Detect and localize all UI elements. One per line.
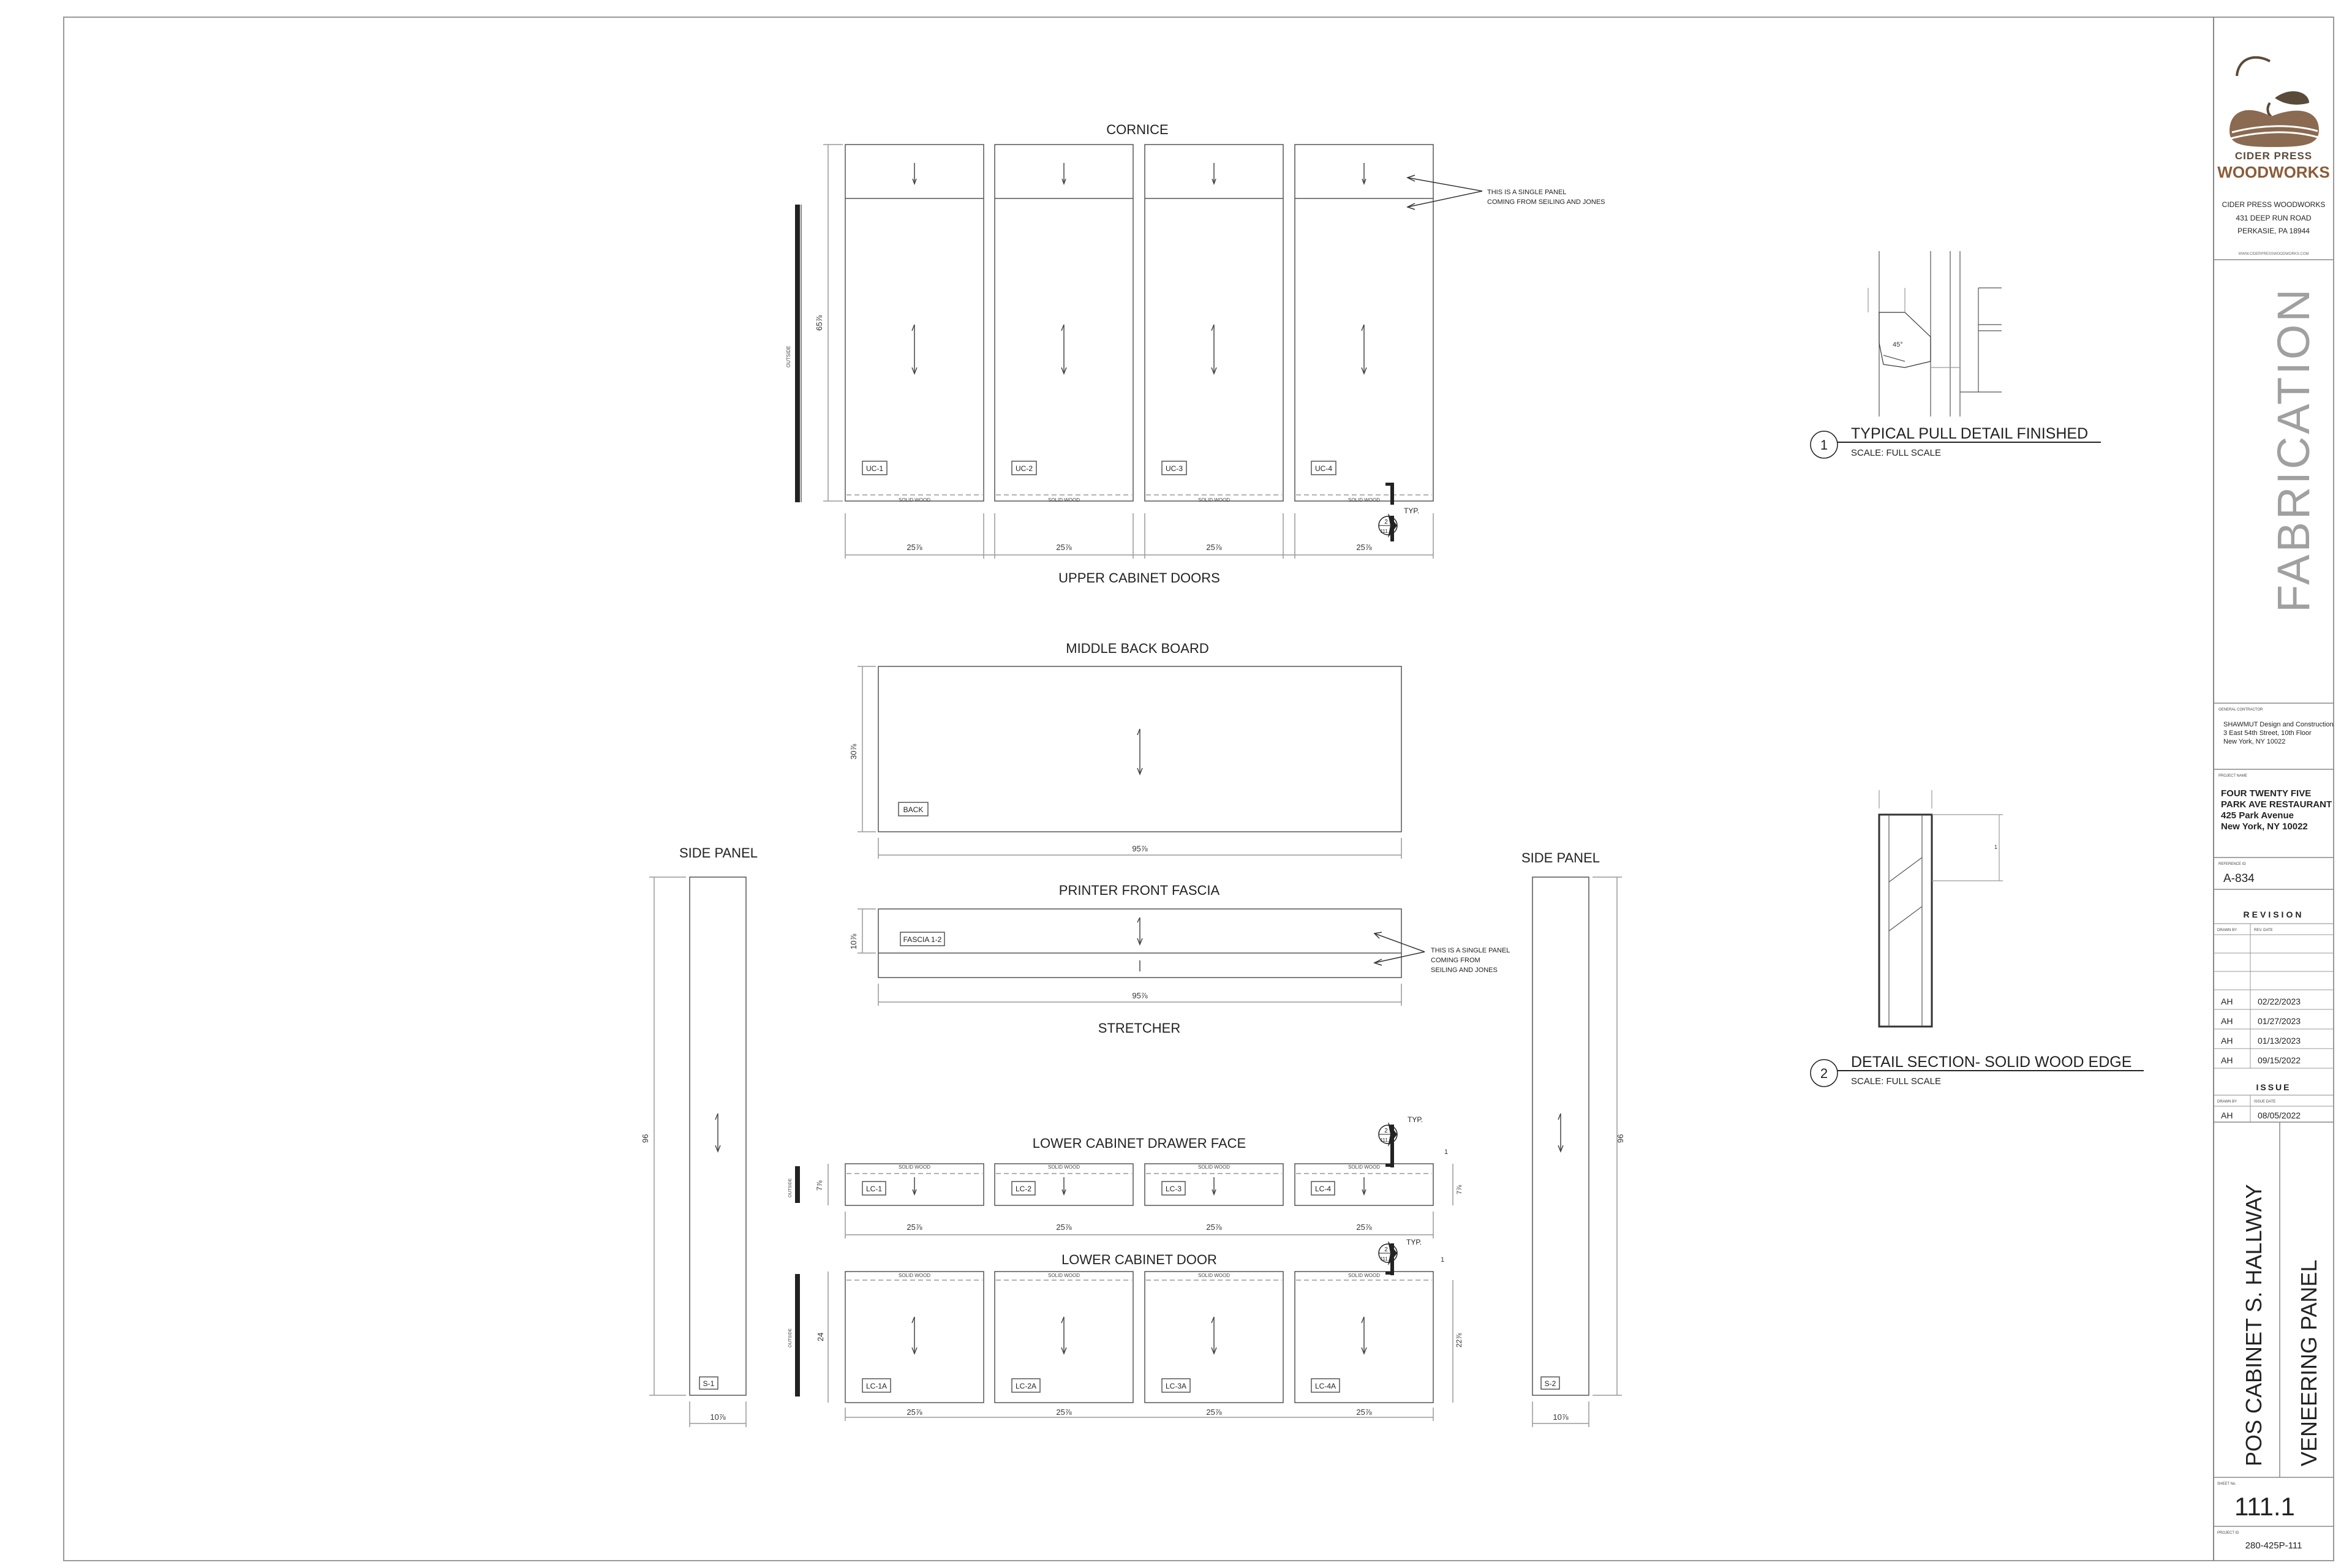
- solid-wood-label-d4: SOLID WOOD: [1348, 1164, 1381, 1170]
- company-address-2: PERKASIE, PA 18944: [2237, 227, 2310, 235]
- drawer-width-dim-1: 25⅞: [907, 1223, 922, 1232]
- drawer-width-dim-2: 25⅞: [1056, 1223, 1072, 1232]
- middle-back-board-title: MIDDLE BACK BOARD: [1066, 641, 1209, 656]
- section-ref-sheet-drawer: 111.1: [1380, 1137, 1392, 1143]
- solid-wood-label-u2: SOLID WOOD: [1047, 497, 1080, 503]
- section-marker-drawer: [1379, 1122, 1397, 1167]
- solid-wood-label-l1: SOLID WOOD: [898, 1273, 931, 1278]
- lower-drawer-face-title: LOWER CABINET DRAWER FACE: [1032, 1136, 1246, 1151]
- issue-heading: ISSUE: [2256, 1082, 2291, 1092]
- solid-wood-label-d2: SOLID WOOD: [1047, 1164, 1080, 1170]
- drawer-tag-2: LC-2: [1015, 1185, 1032, 1193]
- detail1-scale: SCALE: FULL SCALE: [1851, 448, 1942, 458]
- lower-one-dim: 1: [1441, 1256, 1445, 1264]
- fascia-height-dim: 10⅞: [849, 933, 858, 949]
- revision-by-4: AH: [2221, 1055, 2233, 1065]
- logo-line-2: WOODWORKS: [2217, 163, 2330, 181]
- solid-wood-label-d3: SOLID WOOD: [1197, 1164, 1231, 1170]
- sheet-number: 111.1: [2234, 1492, 2295, 1521]
- gc-addr-1: 3 East 54th Street, 10th Floor: [2223, 729, 2312, 737]
- company-address-1: 431 DEEP RUN ROAD: [2236, 214, 2312, 222]
- pull-angle-label: 45°: [1893, 341, 1903, 349]
- side-panel-left: [649, 877, 746, 1427]
- fascia-note-1: THIS IS A SINGLE PANEL: [1431, 947, 1510, 954]
- detail2-scale: SCALE: FULL SCALE: [1851, 1076, 1942, 1087]
- upper-tag-2: UC-2: [1015, 464, 1033, 473]
- lower-height-dim-right: 22⅞: [1455, 1333, 1463, 1348]
- side-left-height-dim: 96: [641, 1134, 650, 1143]
- upper-width-dim-1: 25⅞: [907, 543, 922, 552]
- reference-id: A-834: [2223, 872, 2255, 885]
- back-height-dim: 30⅞: [849, 744, 858, 760]
- revision-heading: REVISION: [2243, 910, 2304, 919]
- solid-wood-label-d1: SOLID WOOD: [898, 1164, 931, 1170]
- upper-doors-title: UPPER CABINET DOORS: [1058, 570, 1220, 586]
- lower-door-title: LOWER CABINET DOOR: [1061, 1252, 1217, 1267]
- solid-wood-label-l2: SOLID WOOD: [1047, 1273, 1080, 1278]
- section-ref-num-upper: 2: [1384, 519, 1388, 526]
- gc-addr-2: New York, NY 10022: [2223, 738, 2286, 745]
- project-line-1: FOUR TWENTY FIVE: [2221, 788, 2312, 799]
- issue-col-1: DRAWN BY: [2217, 1100, 2237, 1104]
- solid-wood-label-l4: SOLID WOOD: [1348, 1273, 1381, 1278]
- edge-one-dim: 1: [1994, 844, 1998, 850]
- upper-cabinet-doors: [823, 145, 1433, 559]
- logo-line-1: CIDER PRESS: [2234, 150, 2313, 162]
- lower-tag-4: LC-4A: [1314, 1382, 1336, 1390]
- project-line-2: PARK AVE RESTAURANT: [2221, 799, 2332, 810]
- drawer-tag-3: LC-3: [1165, 1185, 1182, 1193]
- lower-width-dim-1: 25⅞: [907, 1408, 922, 1417]
- revision-by-3: AH: [2221, 1036, 2233, 1046]
- project-no-label: PROJECT ID: [2217, 1531, 2239, 1535]
- side-right-width-dim: 10⅞: [1553, 1412, 1569, 1422]
- middle-back-board: [858, 666, 1401, 859]
- detail1-title: TYPICAL PULL DETAIL FINISHED: [1851, 425, 2089, 442]
- company-name: CIDER PRESS WOODWORKS: [2222, 200, 2326, 209]
- sheet-no-label: SHEET No.: [2217, 1482, 2236, 1486]
- drawer-height-dim-right: 7⅞: [1456, 1185, 1463, 1194]
- apple-logo-icon: [2230, 58, 2319, 147]
- back-tag: BACK: [903, 805, 924, 814]
- upper-height-dim: 65⅞: [815, 315, 824, 331]
- section-ref-sheet-lower: 111.1: [1380, 1256, 1392, 1262]
- lower-tag-1: LC-1A: [865, 1382, 888, 1390]
- stretcher-title: STRETCHER: [1098, 1020, 1181, 1036]
- outside-label-lower: OUTSIDE: [788, 1328, 793, 1348]
- drawer-tag-4: LC-4: [1314, 1185, 1332, 1193]
- revision-date-4: 09/15/2022: [2258, 1055, 2301, 1065]
- fascia-width-dim: 95⅞: [1132, 991, 1148, 1000]
- upper-tag-1: UC-1: [865, 464, 884, 473]
- detail2-number: 2: [1820, 1066, 1828, 1081]
- edge-detail-drawing: [1879, 790, 2003, 1027]
- drawer-tag-1: LC-1: [865, 1185, 883, 1193]
- issue-col-2: ISSUE DATE: [2254, 1100, 2276, 1104]
- side-panel-right-title: SIDE PANEL: [1521, 850, 1600, 865]
- drawer-one-dim: 1: [1444, 1148, 1449, 1156]
- issue-by: AH: [2221, 1110, 2233, 1120]
- lower-cabinet-doors: [828, 1272, 1453, 1421]
- single-panel-note-fascia: [1374, 932, 1425, 965]
- revision-table-lines: [2214, 924, 2334, 1068]
- fascia-tag: FASCIA 1-2: [903, 935, 942, 944]
- revision-col-1: DRAWN BY: [2217, 929, 2237, 932]
- printer-front-fascia-title: PRINTER FRONT FASCIA: [1058, 883, 1220, 898]
- project-label: PROJECT NAME: [2218, 774, 2247, 778]
- drawer-height-dim: 7⅞: [815, 1180, 824, 1191]
- outside-label-drawer: OUTSIDE: [788, 1178, 793, 1197]
- detail1-number: 1: [1820, 437, 1828, 453]
- issue-date: 08/05/2022: [2258, 1110, 2301, 1120]
- single-panel-note-upper: [1408, 175, 1482, 209]
- sheet-border: [64, 17, 2334, 1561]
- back-width-dim: 95⅞: [1132, 844, 1148, 853]
- printer-front-fascia: [858, 909, 1401, 1006]
- drawer-width-dim-4: 25⅞: [1356, 1223, 1372, 1232]
- revision-by-1: AH: [2221, 997, 2233, 1006]
- lower-height-dim: 24: [816, 1332, 825, 1341]
- stage-label: FABRICATION: [2268, 287, 2319, 612]
- revision-date-1: 02/22/2023: [2258, 997, 2301, 1006]
- typ-label-upper: TYP.: [1404, 507, 1420, 515]
- detail2-title: DETAIL SECTION- SOLID WOOD EDGE: [1851, 1054, 2132, 1071]
- lower-tag-3: LC-3A: [1165, 1382, 1187, 1390]
- sheet-title-1: POS CABINET S. HALLWAY: [2241, 1184, 2266, 1466]
- side-left-width-dim: 10⅞: [710, 1412, 726, 1422]
- side-panel-left-title: SIDE PANEL: [679, 845, 758, 861]
- revision-by-2: AH: [2221, 1016, 2233, 1026]
- single-panel-note-1: THIS IS A SINGLE PANEL: [1487, 189, 1567, 196]
- side-tag-right: S-2: [1544, 1379, 1556, 1388]
- revision-date-2: 01/27/2023: [2258, 1016, 2301, 1026]
- side-right-height-dim: 96: [1616, 1134, 1625, 1143]
- fascia-note-3: SEILING AND JONES: [1431, 967, 1498, 974]
- sheet-title-2: VENEERING PANEL: [2296, 1259, 2321, 1466]
- lower-width-dim-2: 25⅞: [1056, 1408, 1072, 1417]
- lower-tag-2: LC-2A: [1015, 1382, 1037, 1390]
- section-ref-sheet-upper: 111.1: [1380, 529, 1392, 534]
- solid-wood-label-u1: SOLID WOOD: [898, 497, 931, 503]
- project-line-4: New York, NY 10022: [2221, 821, 2308, 832]
- lower-width-dim-3: 25⅞: [1206, 1408, 1222, 1417]
- revision-col-2: REV. DATE: [2254, 929, 2273, 932]
- typ-label-drawer: TYP.: [1408, 1115, 1423, 1124]
- upper-width-dim-4: 25⅞: [1356, 543, 1372, 552]
- gc-label: GENERAL CONTRACTOR: [2218, 708, 2263, 712]
- upper-tag-3: UC-3: [1165, 464, 1183, 473]
- fascia-note-2: COMING FROM: [1431, 957, 1480, 964]
- upper-width-dim-2: 25⅞: [1056, 543, 1072, 552]
- company-website: WWW.CIDERPRESSWOODWORKS.COM: [2238, 252, 2309, 256]
- side-panel-right: [1532, 877, 1622, 1427]
- solid-wood-label-u4: SOLID WOOD: [1348, 497, 1381, 503]
- drawer-width-dim-3: 25⅞: [1206, 1223, 1222, 1232]
- pull-detail-drawing: [1868, 251, 2002, 417]
- solid-wood-label-u3: SOLID WOOD: [1197, 497, 1231, 503]
- upper-tag-4: UC-4: [1314, 464, 1333, 473]
- cornice-title: CORNICE: [1106, 122, 1169, 137]
- side-tag-left: S-1: [703, 1379, 715, 1388]
- project-number: 280-425P-111: [2245, 1540, 2302, 1551]
- section-ref-num-drawer: 2: [1384, 1128, 1388, 1134]
- section-ref-num-lower: 2: [1384, 1246, 1388, 1253]
- solid-wood-label-l3: SOLID WOOD: [1197, 1273, 1231, 1278]
- typ-label-lower: TYP.: [1406, 1238, 1422, 1246]
- single-panel-note-2: COMING FROM SEILING AND JONES: [1487, 198, 1605, 206]
- reference-label: REFERENCE ID: [2218, 862, 2246, 866]
- outside-label-upper: OUTSIDE: [786, 345, 791, 368]
- upper-width-dim-3: 25⅞: [1206, 543, 1222, 552]
- revision-date-3: 01/13/2023: [2258, 1036, 2301, 1046]
- gc-name: SHAWMUT Design and Construction: [2223, 721, 2334, 728]
- lower-width-dim-4: 25⅞: [1356, 1408, 1372, 1417]
- project-line-3: 425 Park Avenue: [2221, 810, 2294, 821]
